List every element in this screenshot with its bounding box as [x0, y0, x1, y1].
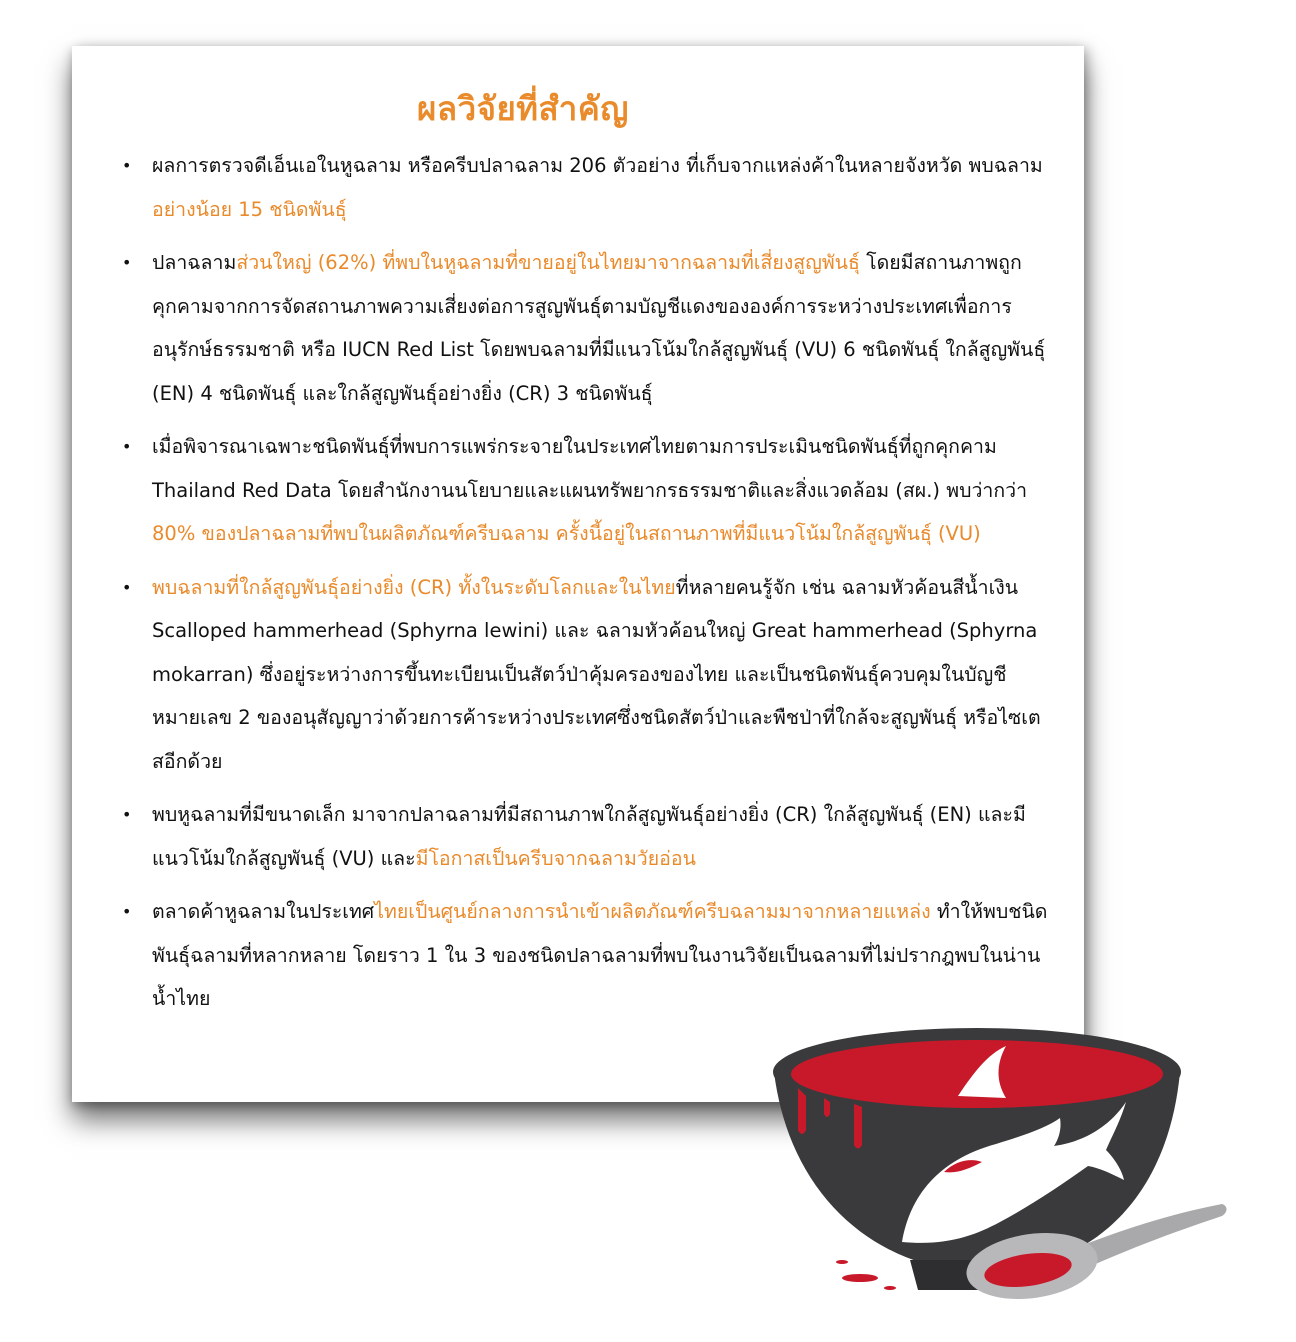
- bullet-icon: •: [122, 577, 132, 597]
- blood-splash: [836, 1260, 848, 1264]
- findings-list: [120, 144, 1060, 1031]
- finding-text: เมื่อพิจารณาเฉพาะชนิดพันธุ์ที่พบการแพร่กระจายในประเทศไทยตามการประเมินชนิดพันธุ์ที่ถูกคุกคาม Thailand Red Data โดยสำนักงานนโยบายและแผนทรัพยากรธรรมชาติและสิ่งแวดล้อม (สผ.) พบว่ากว่า: [152, 435, 1028, 502]
- list-item: [120, 425, 1060, 556]
- page-title: ผลวิจัยที่สำคัญ: [417, 89, 629, 128]
- finding-text: ผลการตรวจดีเอ็นเอในหูฉลาม หรือครีบปลาฉลาม 206 ตัวอย่าง ที่เก็บจากแหล่งค้าในหลายจังหวัด พบฉลาม: [152, 154, 1043, 177]
- blood-splash: [842, 1274, 878, 1282]
- list-item: [120, 241, 1060, 415]
- soup-drip: [854, 1104, 862, 1149]
- finding-text: ปลาฉลาม: [152, 251, 237, 274]
- bullet-icon: •: [122, 253, 132, 272]
- bullet-icon: •: [122, 805, 132, 824]
- list-item: [120, 144, 1060, 231]
- finding-text: ที่หลายคนรู้จัก เช่น ฉลามหัวค้อนสีน้ำเงิน Scalloped hammerhead (Sphyrna lewini) และ ฉลามหัวค้อนใหญ่ Great hammerhead (Sphyrna mokarran) ซึ่งอยู่ระหว่างการขึ้นทะเบียนเป็นสัตว์ป่าคุ้มครองของไทย และเป็นชนิดพันธุ์ควบคุมในบัญชีหมายเลข 2 ของอนุสัญญาว่าด้วยการค้าระหว่างประเทศซึ่งชนิดสัตว์ป่าและพืชป่าที่ใกล้จะสูญพันธุ์ หรือไซเตสอีกด้วย: [152, 575, 1041, 773]
- findings-card: [72, 46, 1084, 1102]
- list-item: [120, 793, 1060, 880]
- bowl-icon: [760, 1010, 1240, 1310]
- soup-drip: [798, 1088, 806, 1134]
- finding-highlight: อย่างน้อย 15 ชนิดพันธุ์: [152, 197, 347, 221]
- finding-highlight: มีโอกาสเป็นครีบจากฉลามวัยอ่อน: [415, 846, 696, 870]
- bullet-icon: •: [122, 156, 132, 175]
- shark-fin-soup-illustration: [760, 1010, 1240, 1310]
- finding-highlight: ส่วนใหญ่ (62%) ที่พบในหูฉลามที่ขายอยู่ในไทยมาจากฉลามที่เสี่ยงสูญพันธุ์: [236, 251, 860, 274]
- finding-highlight: 80% ของปลาฉลามที่พบในผลิตภัณฑ์ครีบฉลาม ครั้งนี้อยู่ในสถานภาพที่มีแนวโน้มใกล้สูญพันธุ์ (VU): [152, 522, 981, 545]
- finding-highlight: พบฉลามที่ใกล้สูญพันธุ์อย่างยิ่ง (CR) ทั้งในระดับโลกและในไทย: [152, 575, 676, 599]
- finding-text: โดยมีสถานภาพถูกคุกคามจากการจัดสถานภาพความเสี่ยงต่อการสูญพันธุ์ตามบัญชีแดงขององค์การระหว่างประเทศเพื่อการอนุรักษ์ธรรมชาติ หรือ IUCN Red List โดยพบฉลามที่มีแนวโน้มใกล้สูญพันธุ์ (VU) 6 ชนิดพันธุ์ ใกล้สูญพันธุ์ (EN) 4 ชนิดพันธุ์ และใกล้สูญพันธุ์อย่างยิ่ง (CR) 3 ชนิดพันธุ์: [152, 251, 1046, 405]
- list-item: [120, 890, 1060, 1021]
- blood-splash: [884, 1286, 896, 1290]
- finding-highlight: ไทยเป็นศูนย์กลางการนำเข้าผลิตภัณฑ์ครีบฉลามมาจากหลายแหล่ง: [374, 900, 931, 923]
- list-item: [120, 566, 1060, 784]
- finding-text: พบหูฉลามที่มีขนาดเล็ก มาจากปลาฉลามที่มีสถานภาพใกล้สูญพันธุ์อย่างยิ่ง (CR) ใกล้สูญพันธุ์ (EN) และมีแนวโน้มใกล้สูญพันธุ์ (VU) และ: [152, 803, 1026, 870]
- finding-text: ตลาดค้าหูฉลามในประเทศ: [152, 900, 375, 923]
- bullet-icon: •: [122, 902, 132, 921]
- finding-text: ทำให้พบชนิดพันธุ์ฉลามที่หลากหลาย โดยราว 1 ใน 3 ของชนิดปลาฉลามที่พบในงานวิจัยเป็นฉลามที่ไม่ปรากฎพบในน่านน้ำไทย: [152, 900, 1048, 1010]
- bullet-icon: •: [122, 437, 132, 456]
